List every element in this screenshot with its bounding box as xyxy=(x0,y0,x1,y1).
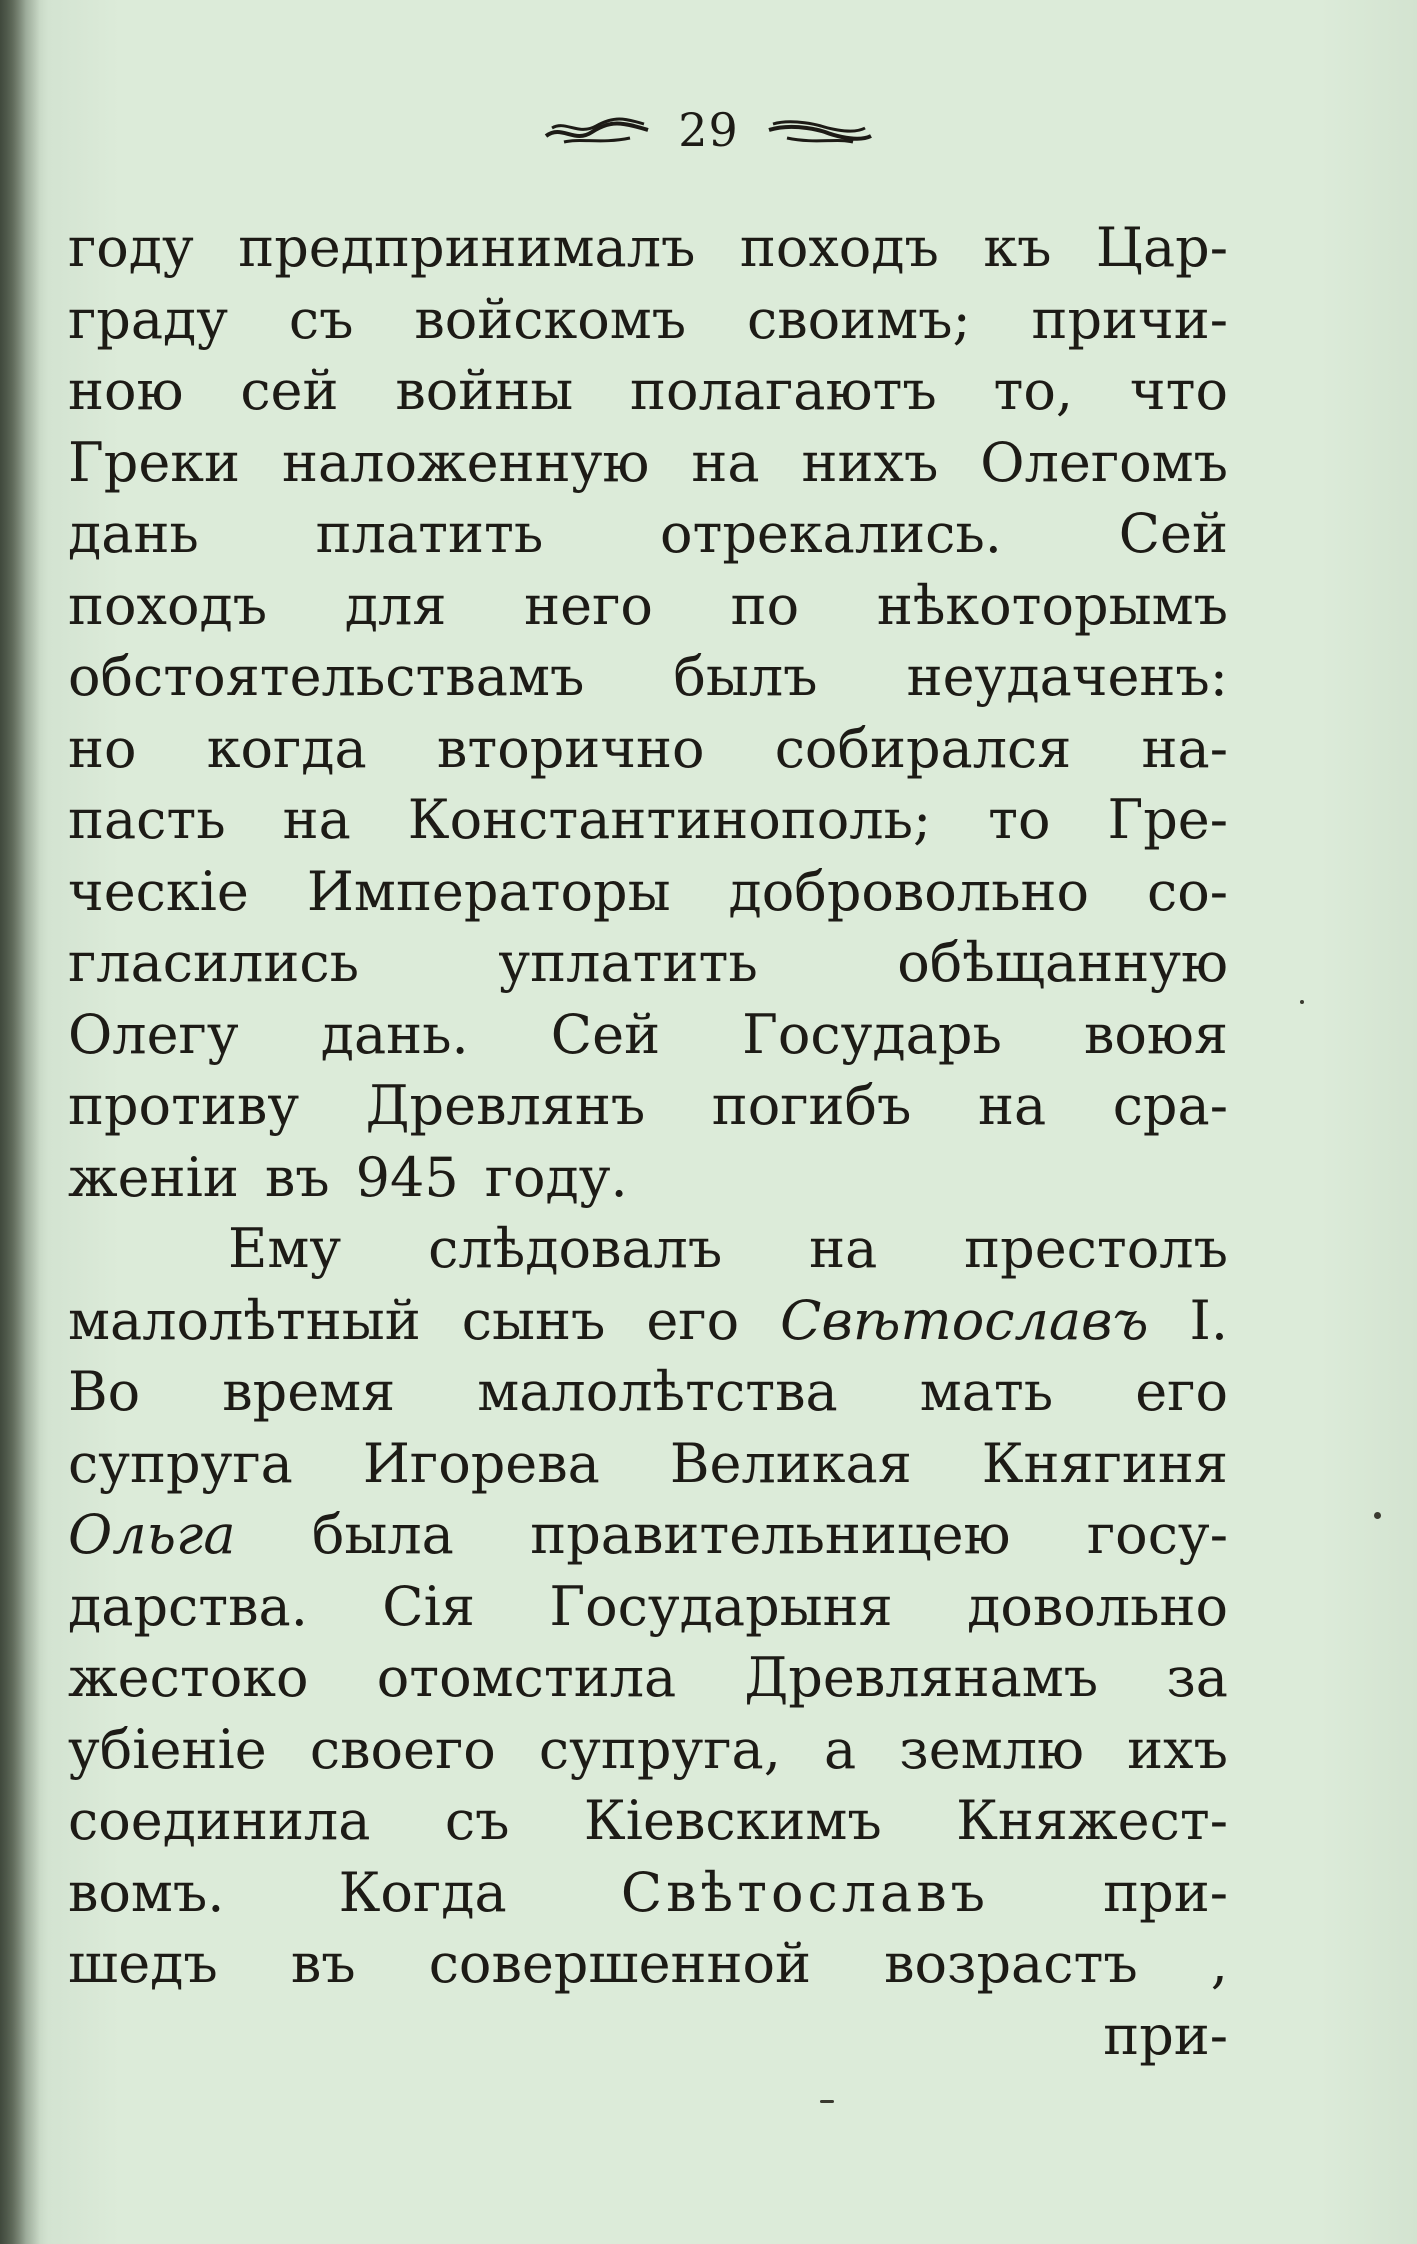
text-line xyxy=(68,1642,1228,1714)
text-line xyxy=(68,927,1228,999)
word: Княжест- xyxy=(956,1789,1228,1852)
word: для xyxy=(344,573,447,637)
word: мать xyxy=(919,1360,1054,1423)
word: походъ xyxy=(68,573,268,637)
text-line xyxy=(68,784,1228,856)
word: своего xyxy=(309,1717,496,1781)
text-line xyxy=(68,498,1228,570)
word: гласились xyxy=(68,931,359,994)
word: то xyxy=(988,788,1051,851)
word: наложенную xyxy=(282,430,650,494)
text-line xyxy=(68,856,1228,928)
word: сей xyxy=(240,359,339,422)
text-line xyxy=(68,641,1228,713)
running-header xyxy=(0,95,1417,165)
word: году xyxy=(68,216,194,279)
text-line xyxy=(68,1499,1228,1571)
page-number: 29 xyxy=(678,103,739,157)
word: Греки xyxy=(68,430,241,494)
word: Ему xyxy=(228,1217,342,1280)
text-line xyxy=(68,1428,1228,1500)
ink-speck xyxy=(1374,1512,1381,1519)
text-line xyxy=(68,1785,1228,1857)
word: была xyxy=(311,1503,454,1566)
word: нихъ xyxy=(801,430,939,494)
word: Цар- xyxy=(1095,216,1228,279)
word: предпринималъ xyxy=(238,216,696,279)
text-line xyxy=(68,1928,1228,2000)
word: ною xyxy=(68,359,184,422)
word: возрастъ xyxy=(884,1932,1138,1995)
text-line xyxy=(68,570,1228,642)
text-line xyxy=(68,355,1228,427)
word: къ xyxy=(983,216,1052,279)
word: отрекались. xyxy=(659,502,1002,565)
word: своимъ; xyxy=(746,287,971,351)
word: землю xyxy=(899,1717,1085,1781)
word: женіи xyxy=(68,1145,239,1209)
word: дань xyxy=(68,502,199,565)
word: Древлянамъ xyxy=(744,1646,1099,1709)
word: соединила xyxy=(68,1789,371,1852)
word: но xyxy=(68,716,137,780)
word: собирался xyxy=(774,716,1072,780)
text-line xyxy=(68,713,1228,785)
word: него xyxy=(524,573,653,637)
word: Сей xyxy=(1118,502,1228,565)
word: Древлянъ xyxy=(365,1074,646,1137)
word: на xyxy=(977,1074,1047,1137)
word: причи- xyxy=(1031,287,1228,351)
word: на- xyxy=(1141,716,1228,780)
word: супруга, xyxy=(538,1717,781,1781)
ornament-left-icon xyxy=(544,110,652,150)
word: на xyxy=(809,1217,878,1280)
word: что xyxy=(1129,359,1228,422)
word: обѣщанную xyxy=(897,931,1228,994)
word: вторично xyxy=(436,716,705,780)
word: Когда xyxy=(338,1860,507,1924)
text-line xyxy=(68,1285,1228,1357)
word: малолѣтный xyxy=(68,1288,421,1352)
word: а xyxy=(823,1717,857,1781)
word: воюя xyxy=(1083,1002,1228,1066)
text-line xyxy=(68,1714,1228,1786)
word: Государыня xyxy=(549,1574,893,1638)
word: при- xyxy=(1103,1860,1228,1924)
word: дань. xyxy=(320,1002,469,1066)
catchword: при- xyxy=(1103,2003,1228,2067)
word: со- xyxy=(1146,859,1228,923)
word: въ xyxy=(290,1932,356,1995)
word: Гре- xyxy=(1107,788,1228,851)
word: пасть xyxy=(68,788,226,851)
word: за xyxy=(1166,1646,1228,1709)
text-line xyxy=(68,427,1228,499)
body-text xyxy=(68,212,1228,2071)
word: Константинополь; xyxy=(407,788,932,851)
word: съ xyxy=(288,287,354,351)
word: 945 xyxy=(355,1145,459,1209)
word: противу xyxy=(68,1074,300,1137)
word: время xyxy=(222,1360,396,1423)
word: походъ xyxy=(739,216,939,279)
word: на xyxy=(282,788,351,851)
word: неудаченъ: xyxy=(906,645,1228,708)
ink-speck xyxy=(1300,1000,1304,1004)
word: нѣкоторымъ xyxy=(876,573,1228,637)
word: Императоры xyxy=(306,859,671,923)
word: сынъ xyxy=(461,1288,606,1352)
word: уплатить xyxy=(498,931,758,994)
word: Великая xyxy=(669,1431,912,1495)
catchword-line xyxy=(68,2000,1228,2072)
word: на xyxy=(691,430,760,494)
word: шедъ xyxy=(68,1932,218,1995)
word: Олегу xyxy=(68,1002,239,1066)
word: ческіе xyxy=(68,859,249,923)
word: войскомъ xyxy=(414,287,687,351)
word: сра- xyxy=(1112,1074,1228,1137)
word: полагаютъ xyxy=(629,359,937,422)
word: по xyxy=(730,573,800,637)
word: ихъ xyxy=(1127,1717,1228,1781)
word: слѣдовалъ xyxy=(428,1217,723,1280)
word: то, xyxy=(993,359,1074,422)
text-line xyxy=(68,1571,1228,1643)
word: престолъ xyxy=(964,1217,1228,1280)
text-line xyxy=(68,1070,1228,1142)
word: правительницею xyxy=(530,1503,1011,1566)
word: обстоятельствамъ xyxy=(68,645,585,708)
word: платить xyxy=(315,502,544,565)
word: добровольно xyxy=(728,859,1090,923)
word: вомъ. xyxy=(68,1860,225,1924)
word: отомстила xyxy=(376,1646,677,1709)
word: погибъ xyxy=(711,1074,912,1137)
word: малолѣтства xyxy=(477,1360,838,1423)
spine-shadow xyxy=(0,0,40,2244)
word: убіеніе xyxy=(68,1717,267,1781)
text-line xyxy=(68,1213,1228,1285)
text-line xyxy=(68,999,1228,1071)
text-line xyxy=(68,284,1228,356)
word: въ xyxy=(264,1145,330,1209)
ornament-right-icon xyxy=(765,110,873,150)
word: съ xyxy=(444,1789,510,1852)
word: Во xyxy=(68,1360,141,1423)
word: году. xyxy=(484,1145,628,1209)
word: граду xyxy=(68,287,229,351)
word: I. xyxy=(1189,1288,1228,1352)
word: войны xyxy=(395,359,574,422)
text-line xyxy=(68,1857,1228,1929)
name-italic: Ольга xyxy=(68,1503,236,1566)
word: Сія xyxy=(382,1574,475,1638)
word: когда xyxy=(206,716,367,780)
word: госу- xyxy=(1086,1503,1228,1566)
word: совершенной xyxy=(428,1932,812,1995)
word: Кіевскимъ xyxy=(583,1789,882,1852)
word: Олегомъ xyxy=(980,430,1228,494)
ink-speck xyxy=(820,2100,834,2103)
word: , xyxy=(1210,1932,1228,1995)
word: жестоко xyxy=(68,1646,309,1709)
word: Сей xyxy=(550,1002,661,1066)
word: дарства. xyxy=(68,1574,308,1638)
word: Княгиня xyxy=(981,1431,1228,1495)
text-line xyxy=(68,1356,1228,1428)
word: довольно xyxy=(967,1574,1228,1638)
word: его xyxy=(646,1288,740,1352)
word: Государь xyxy=(742,1002,1002,1066)
text-line xyxy=(68,212,1228,284)
word: Свѣтославъ xyxy=(620,1860,989,1924)
name-italic: Свѣтославъ xyxy=(780,1288,1149,1352)
word: былъ xyxy=(673,645,818,708)
word: супруга xyxy=(68,1431,293,1495)
word: его xyxy=(1135,1360,1228,1423)
word: Игорева xyxy=(362,1431,600,1495)
text-line xyxy=(68,1142,1228,1214)
